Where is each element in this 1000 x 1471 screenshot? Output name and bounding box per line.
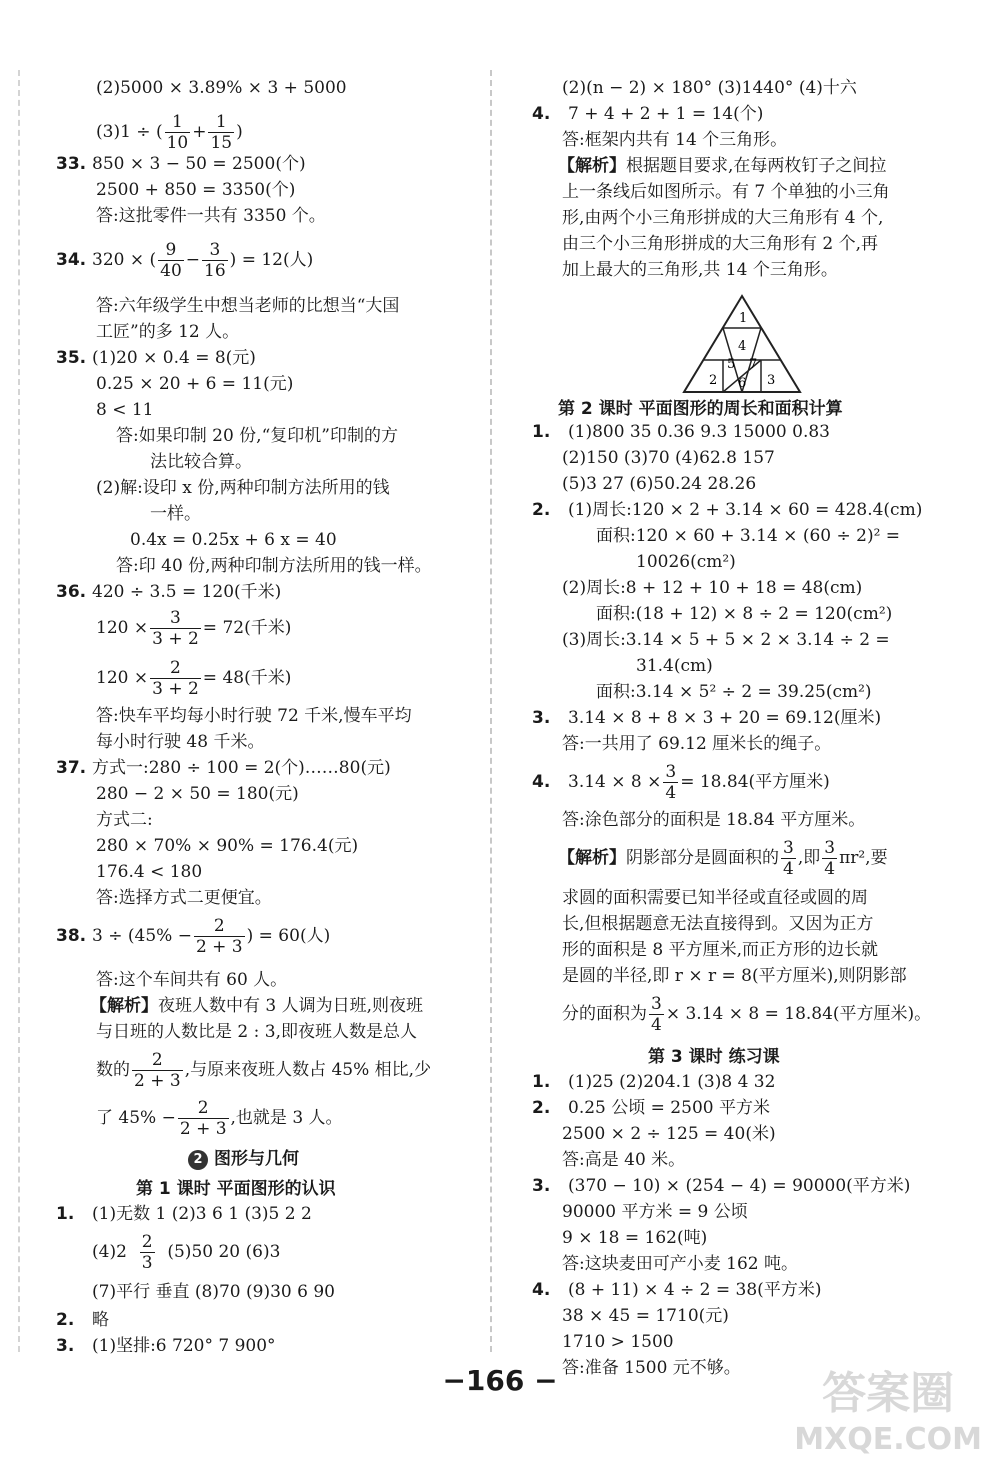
margin-rule (18, 70, 20, 1352)
line: 8 < 11 (96, 400, 154, 420)
practice-4: 4. (8 + 11) × 4 ÷ 2 = 38(平方米) (532, 1280, 822, 1300)
analysis: 了 45% − $\frac{2}{2 + 3}$ ,也就是 3 人。 (96, 1098, 343, 1139)
triangle-label: 3 (767, 373, 776, 388)
line: 0.25 × 20 + 6 = 11(元) (96, 374, 294, 394)
fraction: $\frac{3}{4}$ (783, 838, 794, 879)
fraction: $\frac{2}{2 + 3}$ (195, 916, 243, 957)
question-4: 4. 7 + 4 + 2 + 1 = 14(个) (532, 104, 764, 124)
fraction: $\frac{2}{3 + 2}$ (152, 658, 199, 699)
line: (7)平行 垂直 (8)70 (9)30 6 90 (92, 1282, 335, 1302)
line: 一样。 (150, 504, 201, 524)
line: 2500 + 850 = 3350(个) (96, 180, 296, 200)
analysis: 【解析】夜班人数中有 3 人调为日班,则夜班 (90, 996, 424, 1016)
fraction: $\frac{2}{2 + 3}$ (134, 1050, 181, 1091)
problem-4: 4. 3.14 × 8 × $\frac{3}{4}$ = 18.84(平方厘米) (532, 762, 830, 803)
analysis: 【解析】根据题目要求,在每两枚钉子之间拉 (558, 156, 887, 176)
column-divider (490, 70, 492, 1352)
equation: 0.4x = 0.25x + 6 x = 40 (130, 530, 337, 550)
line: 31.4(cm) (636, 656, 713, 676)
section-heading: 2 图形与几何 (188, 1144, 299, 1170)
analysis: 由三个小三角形拼成的大三角形有 2 个,再 (562, 234, 879, 254)
analysis: 上一条线后如图所示。有 7 个单独的小三角 (562, 182, 890, 202)
answer: 答:一共用了 69.12 厘米长的绳子。 (562, 734, 832, 754)
fraction: $\frac{3}{16}$ (204, 240, 226, 281)
practice-3: 3. (370 − 10) × (254 − 4) = 90000(平方米) (532, 1176, 911, 1196)
line: (4)2 $\frac{2}{3}$ (5)50 20 (6)3 (92, 1232, 281, 1273)
answer: 法比较合算。 (150, 452, 252, 472)
analysis: 求圆的面积需要已知半径或直径或圆的周 (562, 888, 868, 908)
problem-3: 3. 3.14 × 8 + 8 × 3 + 20 = 69.12(厘米) (532, 708, 882, 728)
analysis: 形的面积是 8 平方厘米,而正方形的边长就 (562, 940, 879, 960)
answer: 答:这批零件一共有 3350 个。 (96, 206, 326, 226)
section-number-badge: 2 (188, 1150, 208, 1170)
answer: 答:这个车间共有 60 人。 (96, 970, 288, 990)
answer: 工匠”的多 12 人。 (96, 322, 240, 342)
line: 1710 > 1500 (562, 1332, 674, 1352)
line: 90000 平方米 = 9 公顷 (562, 1202, 748, 1222)
answer: 每小时行驶 48 千米。 (96, 732, 265, 752)
problem-2: 2. (1)周长:120 × 2 + 3.14 × 60 = 428.4(cm) (532, 500, 923, 520)
problem-3: 3. (1)坚排:6 720° 7 900° (56, 1336, 276, 1356)
watermark-logo: 答案圈 MXQE.COM (794, 1368, 982, 1457)
line: (3)周长:3.14 × 5 + 5 × 2 × 3.14 ÷ 2 = (562, 630, 890, 650)
analysis: 形,由两个小三角形拼成的大三角形有 4 个, (562, 208, 884, 228)
analysis: 【解析】阴影部分是圆面积的 $\frac{3}{4}$ ,即 $\frac{3}{4}$ πr²,要 (558, 838, 888, 879)
fraction: $\frac{3}{4}$ (651, 994, 662, 1035)
line: 面积:3.14 × 5² ÷ 2 = 39.25(cm²) (596, 682, 872, 702)
line: 38 × 45 = 1710(元) (562, 1306, 729, 1326)
answer: 答:六年级学生中想当老师的比想当“大国 (96, 296, 400, 316)
line: (2)解:设印 x 份,两种印制方法所用的钱 (96, 478, 390, 498)
answer: 答:涂色部分的面积是 18.84 平方厘米。 (562, 810, 866, 830)
question-35: 35. (1)20 × 0.4 = 8(元) (56, 348, 256, 368)
lesson-heading: 第 1 课时 平面图形的认识 (136, 1179, 336, 1199)
answer: 答:快车平均每小时行驶 72 千米,慢车平均 (96, 706, 412, 726)
problem-1: 1. (1)800 35 0.36 9.3 15000 0.83 (532, 422, 830, 442)
question-36: 36. 420 ÷ 3.5 = 120(千米) (56, 582, 282, 602)
analysis: 数的 $\frac{2}{2 + 3}$ ,与原来夜班人数占 45% 相比,少 (96, 1050, 432, 1091)
analysis: 长,但根据题意无法直接得到。又因为正方 (562, 914, 874, 934)
line: 120 × $\frac{2}{3 + 2}$ = 48(千米) (96, 658, 292, 699)
question-34: 34. 320 × ( $\frac{9}{40}$ − $\frac{3}{16}$ ) = 12(人) (56, 240, 314, 281)
question-33: 33. 850 × 3 − 50 = 2500(个) (56, 154, 306, 174)
fraction: $\frac{2}{3}$ (141, 1232, 153, 1273)
practice-1: 1. (1)25 (2)204.1 (3)8 4 32 (532, 1072, 776, 1092)
answer: 答:准备 1500 元不够。 (562, 1358, 741, 1378)
fraction: $\frac{3}{4}$ (665, 762, 677, 803)
page-number: −166 − (442, 1364, 558, 1397)
answer: 答:高是 40 米。 (562, 1150, 686, 1170)
line: 176.4 < 180 (96, 862, 203, 882)
line: (2)周长:8 + 12 + 10 + 18 = 48(cm) (562, 578, 863, 598)
lesson-heading: 第 2 课时 平面图形的周长和面积计算 (558, 399, 843, 419)
line: 面积:120 × 60 + 3.14 × (60 ÷ 2)² = (596, 526, 901, 546)
analysis: 与日班的人数比是 2 : 3,即夜班人数是总人 (96, 1022, 417, 1042)
line: (2)5000 × 3.89% × 3 + 5000 (96, 78, 347, 98)
line: 方式二: (96, 810, 153, 830)
line: 2500 × 2 ÷ 125 = 40(米) (562, 1124, 776, 1144)
lesson-heading: 第 3 课时 练习课 (648, 1047, 780, 1067)
triangle-label: 1 (739, 311, 748, 326)
triangle-label: 5 (727, 357, 736, 372)
triangle-label: 2 (709, 373, 718, 388)
fraction: $\frac{9}{40}$ (160, 240, 182, 281)
problem-2: 2. 略 (56, 1310, 109, 1330)
problem-1: 1. (1)无数 1 (2)3 6 1 (3)5 2 2 (56, 1204, 312, 1224)
fraction: $\frac{1}{15}$ (210, 112, 233, 153)
triangle-label: 4 (738, 339, 747, 354)
answer: 答:选择方式二更便宜。 (96, 888, 272, 908)
fraction: $\frac{1}{10}$ (166, 112, 189, 153)
answer: 答:这块麦田可产小麦 162 吨。 (562, 1254, 798, 1274)
answer: 答:如果印制 20 份,“复印机”印制的方 (116, 426, 398, 446)
line: 10026(cm²) (636, 552, 736, 572)
analysis: 加上最大的三角形,共 14 个三角形。 (562, 260, 838, 280)
line: 280 − 2 × 50 = 180(元) (96, 784, 299, 804)
line: (3)1 ÷ ( $\frac{1}{10}$ + $\frac{1}{15}$ ) (96, 112, 243, 153)
triangle-label: 7 (749, 357, 758, 372)
line: 面积:(18 + 12) × 8 ÷ 2 = 120(cm²) (596, 604, 893, 624)
question-38: 38. 3 ÷ (45% − $\frac{2}{2 + 3}$ ) = 60(人) (56, 916, 331, 957)
fraction: $\frac{2}{2 + 3}$ (179, 1098, 227, 1139)
line: 120 × $\frac{3}{3 + 2}$ = 72(千米) (96, 608, 292, 649)
line: (2)(n − 2) × 180° (3)1440° (4)十六 (562, 78, 857, 98)
fraction: $\frac{3}{4}$ (824, 838, 836, 879)
line: 280 × 70% × 90% = 176.4(元) (96, 836, 359, 856)
analysis: 是圆的半径,即 r × r = 8(平方厘米),则阴影部 (562, 966, 907, 986)
triangle-label: 6 (738, 376, 747, 391)
fraction: $\frac{3}{3 + 2}$ (152, 608, 199, 649)
line: (2)150 (3)70 (4)62.8 157 (562, 448, 775, 468)
answer: 答:框架内共有 14 个三角形。 (562, 130, 788, 150)
question-37: 37. 方式一:280 ÷ 100 = 2(个)……80(元) (56, 758, 391, 778)
practice-2: 2. 0.25 公顷 = 2500 平方米 (532, 1098, 770, 1118)
answer: 答:印 40 份,两种印制方法所用的钱一样。 (116, 556, 432, 576)
triangle-figure (682, 294, 802, 394)
line: (5)3 27 (6)50.24 28.26 (562, 474, 757, 494)
analysis: 分的面积为 $\frac{3}{4}$ × 3.14 × 8 = 18.84(平方厘米)。 (562, 994, 932, 1035)
line: 9 × 18 = 162(吨) (562, 1228, 708, 1248)
